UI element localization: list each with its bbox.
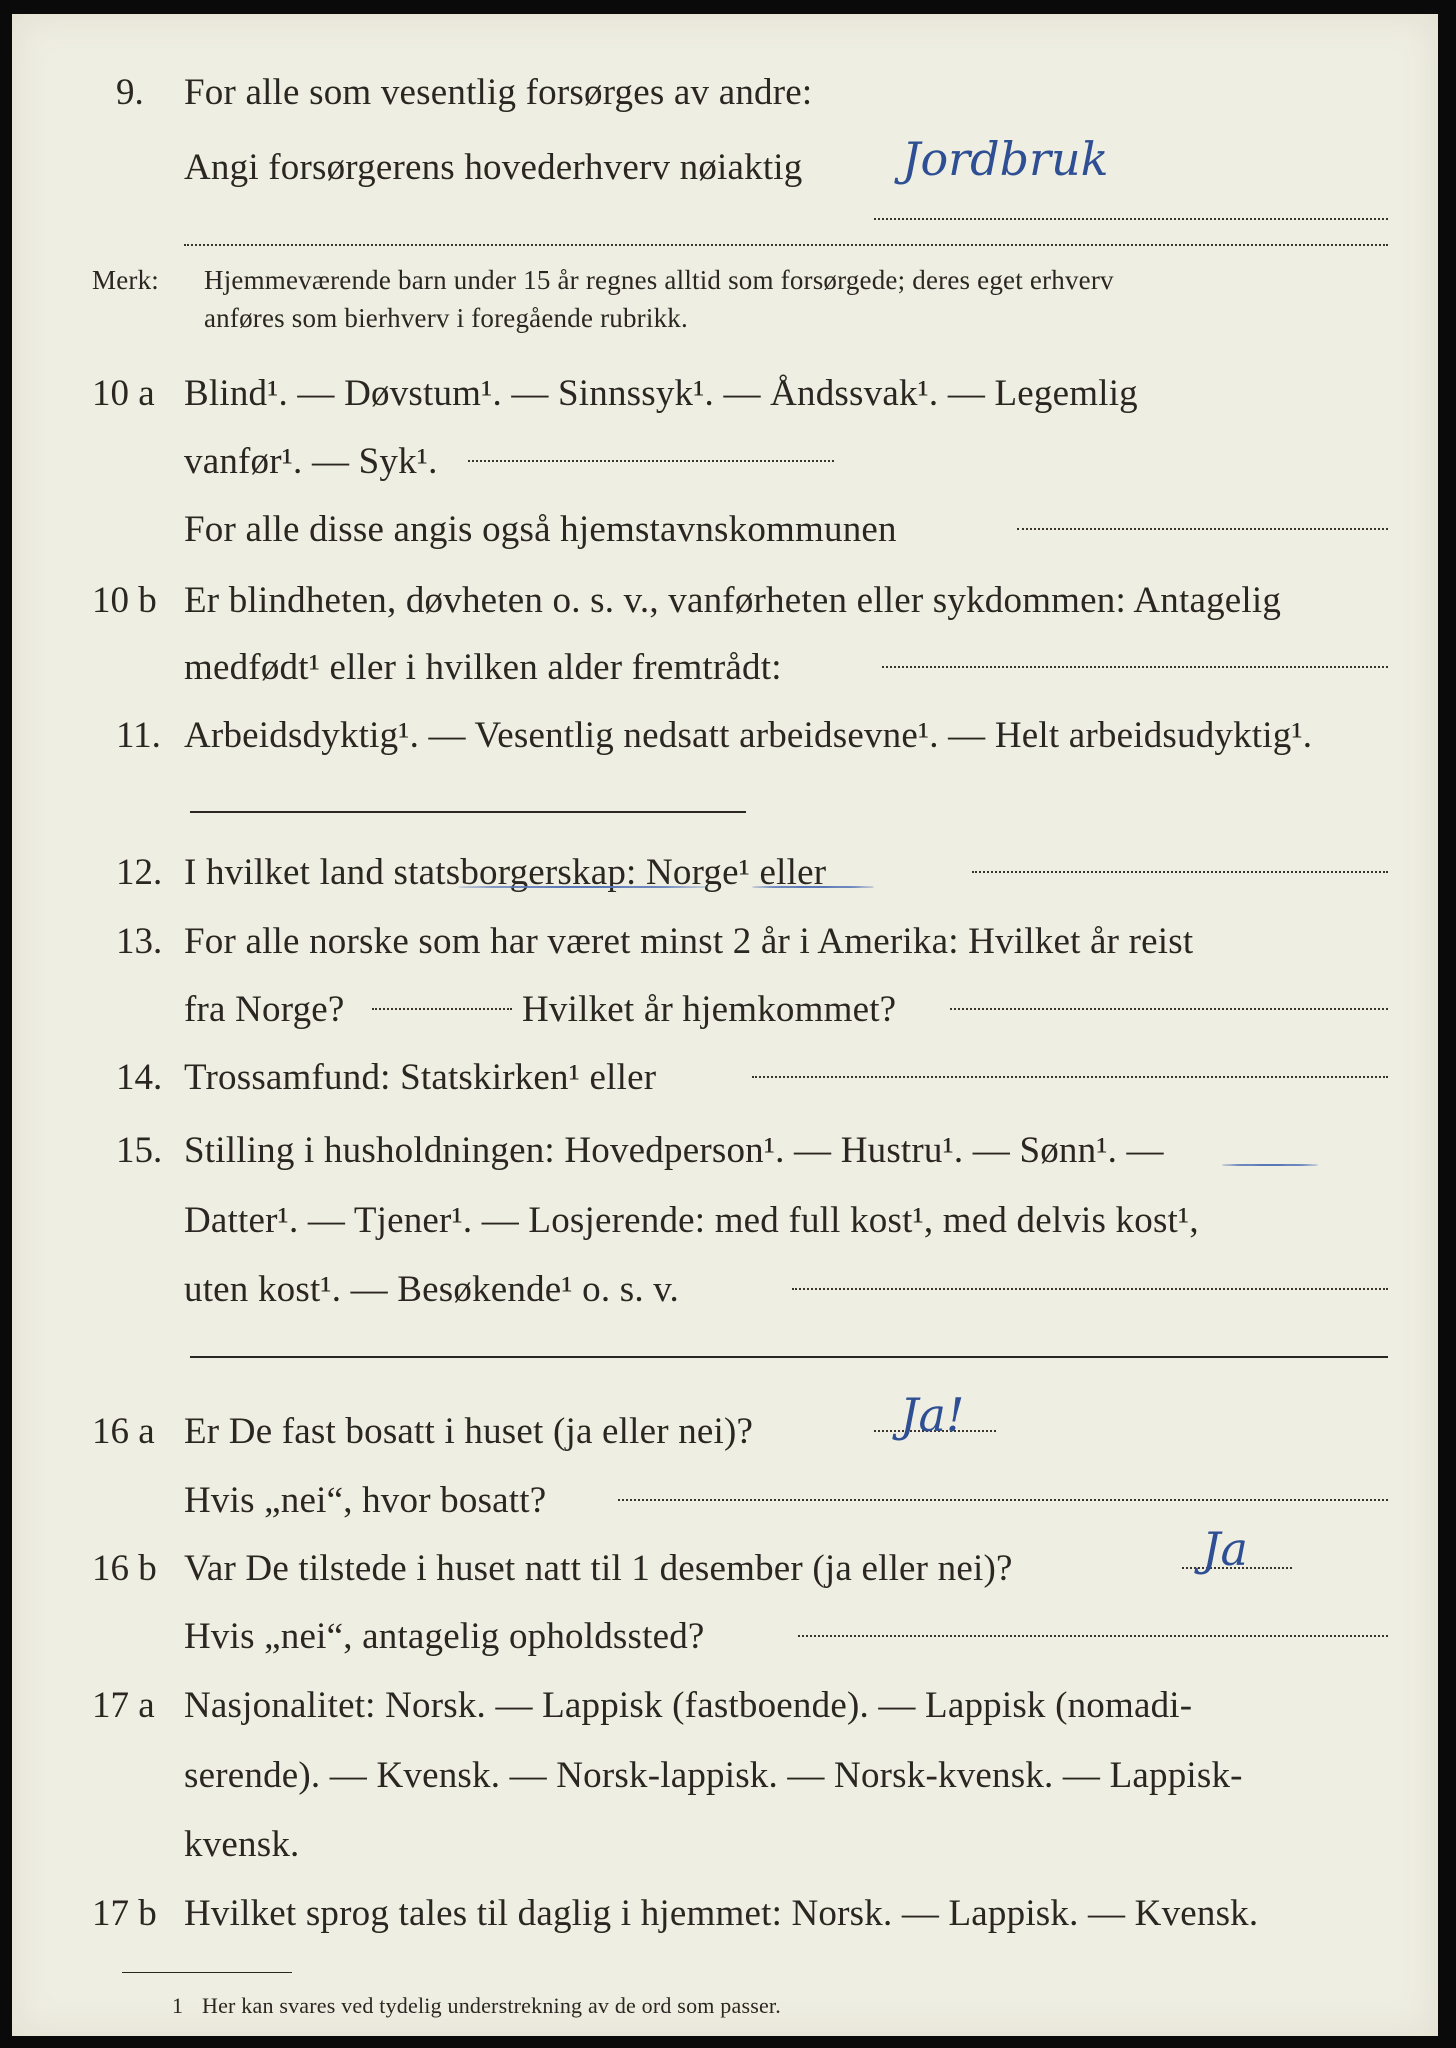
q16b-line2: Hvis „nei“, antagelig opholdssted?: [184, 1616, 705, 1657]
q12-number: 12.: [116, 852, 163, 893]
q10b-number: 10 b: [92, 580, 157, 621]
q10a-line3-fill: [1017, 528, 1388, 530]
q13-line2a: fra Norge?: [184, 989, 345, 1030]
q16b-number: 16 b: [92, 1548, 157, 1589]
q11-line1: Arbeidsdyktig¹. — Vesentlig nedsatt arbeidsevne¹. — Helt arbeidsudyktig¹.: [184, 715, 1313, 756]
section-divider-2: [190, 1356, 1388, 1358]
q13-line1: For alle norske som har været minst 2 år i Amerika: Hvilket år reist: [184, 921, 1194, 962]
q9-line2: Angi forsørgerens hovederhverv nøiaktig: [184, 147, 803, 188]
footnote-text: Her kan svares ved tydelig understrekning av de ord som passer.: [202, 1993, 781, 2018]
q12-handwritten-underline-statsborgerskap: [458, 886, 708, 888]
q17b-line1: Hvilket sprog tales til daglig i hjemmet: Norsk. — Lappisk. — Kvensk.: [184, 1893, 1259, 1934]
footnote-rule: [122, 1972, 292, 1973]
merk-label: Merk:: [92, 265, 159, 295]
q10a-line3: For alle disse angis også hjemstavnskommunen: [184, 509, 897, 550]
q10b-line2: medfødt¹ eller i hvilken alder fremtrådt:: [184, 647, 782, 688]
q17a-number: 17 a: [92, 1685, 155, 1726]
q14-fill: [752, 1076, 1388, 1078]
q15-fill: [792, 1288, 1388, 1290]
q10b-line2-fill: [882, 666, 1388, 668]
footnote-mark: 1: [172, 1993, 184, 2018]
section-divider-1: [190, 811, 746, 813]
q12-fill: [972, 871, 1388, 873]
q9-number: 9.: [116, 72, 144, 113]
q12-line1: I hvilket land statsborgerskap: Norge¹ eller: [184, 852, 827, 893]
q14-number: 14.: [116, 1057, 163, 1098]
q16a-handwritten-answer: Ja!: [900, 1388, 965, 1442]
q10a-number: 10 a: [92, 373, 155, 414]
q17a-line3: kvensk.: [184, 1824, 300, 1865]
q9-handwritten-answer: Jordbruk: [902, 132, 1109, 186]
q14-line1: Trossamfund: Statskirken¹ eller: [184, 1057, 657, 1098]
q10a-line2: vanfør¹. — Syk¹.: [184, 441, 438, 482]
q9-answer-line: [874, 218, 1388, 220]
q13-year-right-fill: [950, 1008, 1388, 1010]
q11-number: 11.: [116, 715, 161, 756]
q15-line2: Datter¹. — Tjener¹. — Losjerende: med full kost¹, med delvis kost¹,: [184, 1200, 1199, 1241]
merk-line2: anføres som bierhverv i foregående rubrikk.: [204, 303, 688, 333]
q15-line1: Stilling i husholdningen: Hovedperson¹. — Hustru¹. — Sønn¹. —: [184, 1130, 1164, 1171]
q16b-handwritten-answer: Ja: [1202, 1522, 1248, 1576]
q9-extra-line: [184, 244, 1388, 246]
q17a-line1: Nasjonalitet: Norsk. — Lappisk (fastboende). — Lappisk (nomadi-: [184, 1685, 1193, 1726]
q13-year-left-fill: [372, 1008, 512, 1010]
q16b-line2-fill: [798, 1635, 1388, 1637]
q13-line2b: Hvilket år hjemkommet?: [522, 989, 897, 1030]
merk-line1: Hjemmeværende barn under 15 år regnes alltid som forsørgede; deres eget erhverv: [204, 265, 1114, 295]
q9-line1: For alle som vesentlig forsørges av andre:: [184, 72, 813, 113]
q15-handwritten-underline-sonn: [1222, 1164, 1318, 1166]
q12-handwritten-underline-norge: [752, 886, 874, 888]
q16b-line1: Var De tilstede i huset natt til 1 desember (ja eller nei)?: [184, 1548, 1013, 1589]
q10a-line2-fill: [468, 460, 834, 462]
q16a-line2: Hvis „nei“, hvor bosatt?: [184, 1480, 547, 1521]
q16a-number: 16 a: [92, 1411, 155, 1452]
q15-line3: uten kost¹. — Besøkende¹ o. s. v.: [184, 1269, 680, 1310]
census-form-page: [12, 14, 1438, 2036]
q10a-line1: Blind¹. — Døvstum¹. — Sinnssyk¹. — Åndssvak¹. — Legemlig: [184, 373, 1138, 414]
q10b-line1: Er blindheten, døvheten o. s. v., vanførheten eller sykdommen: Antagelig: [184, 580, 1282, 621]
q17a-line2: serende). — Kvensk. — Norsk-lappisk. — Norsk-kvensk. — Lappisk-: [184, 1755, 1243, 1796]
q16a-line1: Er De fast bosatt i huset (ja eller nei)?: [184, 1411, 754, 1452]
q15-number: 15.: [116, 1130, 163, 1171]
q17b-number: 17 b: [92, 1893, 157, 1934]
q16a-line2-fill: [618, 1499, 1388, 1501]
q13-number: 13.: [116, 921, 163, 962]
